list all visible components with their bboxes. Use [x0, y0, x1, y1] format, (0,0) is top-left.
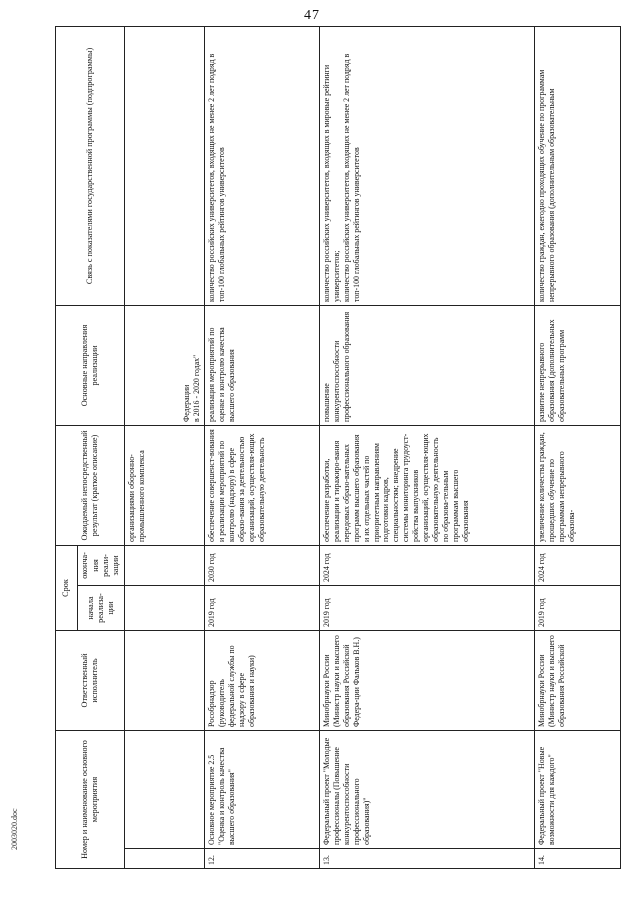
cell-end: 2024 год — [535, 545, 621, 585]
cell-empty — [125, 26, 205, 305]
cell-start: 2019 год — [205, 586, 320, 631]
cell-empty — [125, 731, 205, 849]
header-directions: Основные направления реализации — [56, 305, 125, 425]
page-number: 47 — [304, 8, 320, 23]
cell-responsible: Минобрнауки России (Министр науки и высшего образования Российской — [535, 631, 621, 731]
table-row-continuation — [125, 26, 205, 868]
header-end: оконча-ния реали-зации — [77, 545, 124, 585]
header-name: Номер и наименование основного мероприятия — [56, 731, 125, 869]
cell-empty — [125, 631, 205, 731]
cell-end: 2030 год — [205, 545, 320, 585]
footer-stamp: 2003020.doc — [10, 808, 19, 850]
cell-directions: реализация мероприятий по оценке и контролю качества высшего образования — [205, 305, 320, 425]
measures-table — [55, 26, 621, 869]
cell-result: обеспечение разработки, реализации и тиражиро-вания передовых образо-вательных программ высшего образования и их отдельных частей по приоритетным направлениям подготовки кадров, специальностям; внедрение системы мониторинга трудоуст-ройства выпускников организаций, осуществля-ющих образовательную деятельность по образова-тельным программам высшего образования — [320, 425, 535, 545]
row-number: 13. — [320, 849, 535, 869]
cell-result: увеличение количества граждан, прошедших обучение по программам непрерывного образова- — [535, 425, 621, 545]
header-start: начала реализа-ции — [77, 586, 124, 631]
cell-link: количество российских университетов, входящих не менее 2 лет подряд в топ-100 глобальных рейтингов университетов — [205, 26, 320, 305]
header-responsible: Ответственный исполнитель — [56, 631, 125, 731]
cell-empty — [125, 849, 205, 869]
cell-name: Федеральный проект "Молодые профессионалы (Повышение конкурентоспособности профессионального образования)" — [320, 731, 535, 849]
header-link: Связь с показателями государственной программы (подпрограммы) — [56, 26, 125, 305]
cell-directions: развитие непрерывного образования (дополнительных образовательных программ — [535, 305, 621, 425]
cell-directions: повышение конкурентоспособности профессионального образования — [320, 305, 535, 425]
cell-responsible: Рособрнадзор (руководитель федеральной службы по надзору в сфере образования и науки) — [205, 631, 320, 731]
cell-start: 2019 год — [320, 586, 535, 631]
cell-result: обеспечение совершенст-вования и реализации мероприятий по контролю (надзору) в сфере образо-вания за деятельностью организаций, осуществля-ющих образовательную деятельность — [205, 425, 320, 545]
cell-link: количество граждан, ежегодно проходящих обучение по программам непрерывного образования (дополнительным образовательным — [535, 26, 621, 305]
cell-name: Федеральный проект "Новые возможности для каждого" — [535, 731, 621, 849]
cell-name: Основное мероприятие 2.5 "Оценка и контроль качества высшего образования" — [205, 731, 320, 849]
cell-empty — [125, 545, 205, 585]
table-row — [535, 26, 621, 868]
cell-directions: Федерации в 2016 - 2020 годах" — [125, 305, 205, 425]
cell-link: количество российских университетов, входящих в мировые рейтинги университетов; количество российских университетов, входящих не менее 2 лет подряд в топ-100 глобальных рейтингов университетов — [320, 26, 535, 305]
cell-empty — [125, 586, 205, 631]
row-number: 12. — [205, 849, 320, 869]
header-term: Срок — [56, 545, 78, 630]
table-row — [205, 26, 320, 868]
table-row — [320, 26, 535, 868]
cell-end: 2024 год — [320, 545, 535, 585]
header-result: Ожидаемый непосредственный результат (краткое описание) — [56, 425, 125, 545]
row-number: 14. — [535, 849, 621, 869]
cell-result: организациями оборонно-промышленного комплекса — [125, 425, 205, 545]
rotated-table-container — [55, 27, 639, 869]
cell-responsible: Минобрнауки России (Министр науки и высшего образования Российской Федера-ции Фальков В.Н.) — [320, 631, 535, 731]
cell-start: 2019 год — [535, 586, 621, 631]
